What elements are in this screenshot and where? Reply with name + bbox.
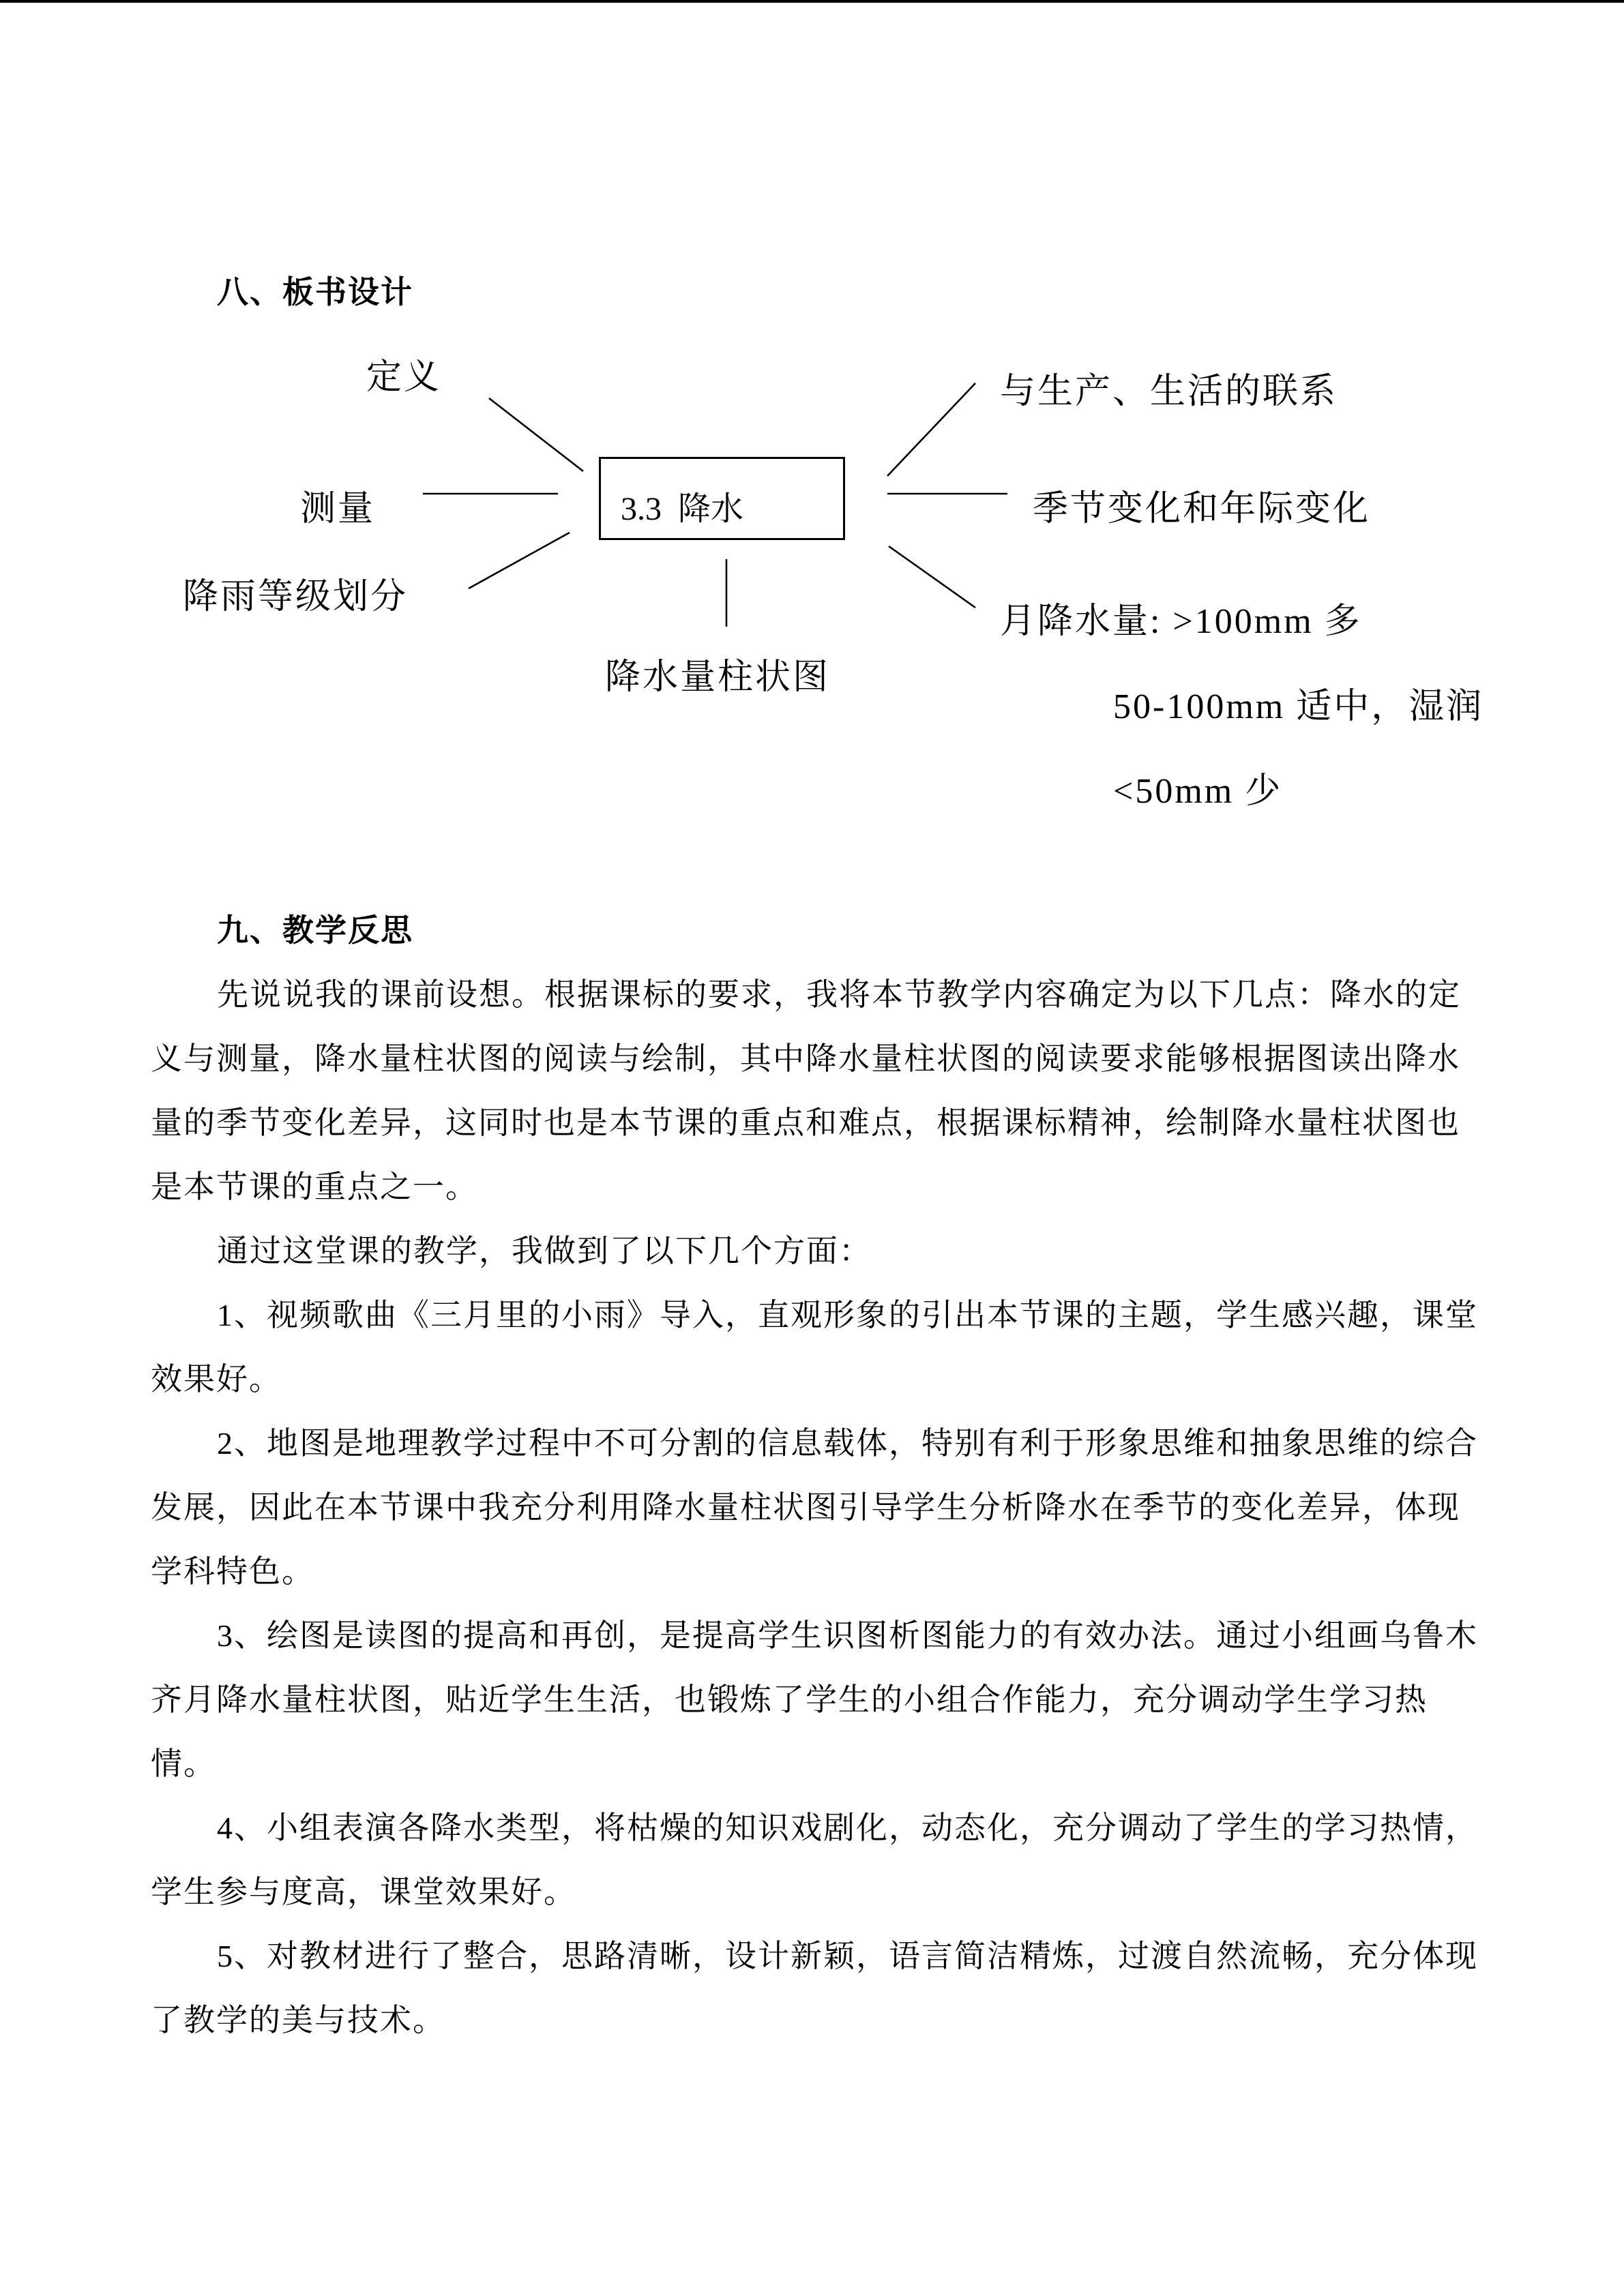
connector-line-upper-right xyxy=(887,383,975,476)
connector-line-lower-right xyxy=(889,546,975,608)
paragraph-line: 1、视频歌曲《三月里的小雨》导入，直观形象的引出本节课的主题，学生感兴趣，课堂 xyxy=(217,1298,1478,1332)
branch-label-left-2: 测量 xyxy=(300,490,376,528)
center-topic-label: 3.3 降水 xyxy=(621,491,744,527)
paragraph xyxy=(151,1219,1515,1283)
branch-label-right-3-continued-1: 50-100mm 适中，湿润 xyxy=(1113,687,1484,726)
paragraph-line: 先说说我的课前设想。根据课标的要求，我将本节教学内容确定为以下几点：降水的定 xyxy=(217,977,1461,1012)
paragraph-line: 发展，因此在本节课中我充分利用降水量柱状图引导学生分析降水在季节的变化差异，体现 xyxy=(151,1490,1460,1525)
reflection-body xyxy=(151,963,1515,2053)
branch-label-right-3-continued-2: <50mm 少 xyxy=(1113,772,1283,811)
branch-label-right-1: 与生产、生活的联系 xyxy=(1000,372,1338,411)
paragraph xyxy=(151,1604,1515,1796)
paragraph-line: 3、绘图是读图的提高和再创，是提高学生识图析图能力的有效办法。通过小组画乌鲁木 xyxy=(217,1618,1478,1653)
paragraph-line: 5、对教材进行了整合，思路清晰，设计新颖，语言简洁精炼，过渡自然流畅，充分体现 xyxy=(217,1939,1478,1973)
paragraph-line: 2、地图是地理教学过程中不可分割的信息载体，特别有利于形象思维和抽象思维的综合 xyxy=(217,1426,1478,1461)
branch-label-right-2: 季节变化和年际变化 xyxy=(1033,490,1371,528)
branch-label-left-3: 降雨等级划分 xyxy=(183,578,409,616)
paragraph xyxy=(151,1412,1515,1604)
branch-label-bottom: 降水量柱状图 xyxy=(605,658,831,697)
paragraph-line: 通过这堂课的教学，我做到了以下几个方面： xyxy=(217,1234,872,1268)
page-top-rule xyxy=(0,0,1624,3)
paragraph-line: 了教学的美与技术。 xyxy=(151,2003,445,2038)
branch-label-right-3: 月降水量: >100mm 多 xyxy=(1000,602,1362,641)
paragraph xyxy=(151,1283,1515,1412)
paragraph-line: 4、小组表演各降水类型，将枯燥的知识戏剧化，动态化，充分调动了学生的学习热情， xyxy=(217,1810,1478,1845)
connector-line-lower-left xyxy=(469,533,570,588)
paragraph xyxy=(151,1796,1515,1924)
paragraph-line: 是本节课的重点之一。 xyxy=(151,1169,478,1204)
paragraph-line: 量的季节变化差异，这同时也是本节课的重点和难点，根据课标精神，绘制降水量柱状图也 xyxy=(151,1105,1460,1140)
paragraph-line: 效果好。 xyxy=(151,1362,282,1397)
paragraph-line: 义与测量，降水量柱状图的阅读与绘制，其中降水量柱状图的阅读要求能够根据图读出降水 xyxy=(151,1041,1460,1076)
section-heading-board-design: 八、板书设计 xyxy=(217,275,413,310)
section-heading-teaching-reflection: 九、教学反思 xyxy=(217,913,413,948)
paragraph-line: 学生参与度高，课堂效果好。 xyxy=(151,1875,576,1909)
connector-line-upper-left xyxy=(489,398,583,471)
paragraph-line: 情。 xyxy=(151,1746,216,1781)
paragraph xyxy=(151,1924,1515,2053)
paragraph xyxy=(151,963,1515,1219)
center-topic-box xyxy=(599,457,845,540)
paragraph-line: 齐月降水量柱状图，贴近学生生活，也锻炼了学生的小组合作能力，充分调动学生学习热 xyxy=(151,1682,1428,1717)
branch-label-left-1: 定义 xyxy=(366,358,442,397)
paragraph-line: 学科特色。 xyxy=(151,1554,314,1589)
